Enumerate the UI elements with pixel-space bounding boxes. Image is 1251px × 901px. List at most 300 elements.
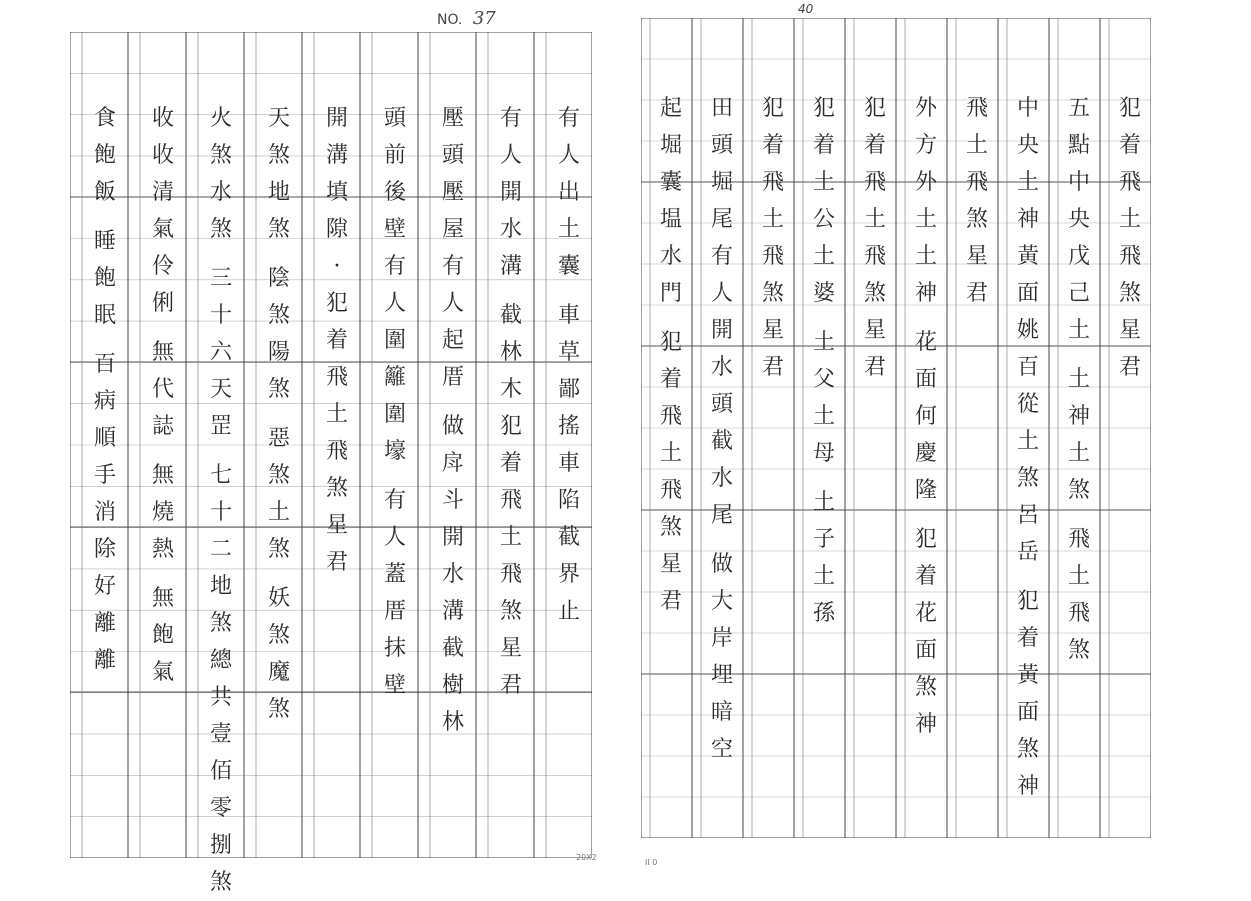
glyph: 百: [93, 352, 116, 377]
glyph: 十: [209, 303, 232, 328]
glyph: 土: [499, 525, 522, 550]
glyph: 土: [863, 207, 886, 232]
glyph: 共: [209, 685, 232, 710]
glyph: 人: [383, 291, 406, 316]
text-column: [810, 90, 838, 632]
glyph: 俐: [151, 291, 174, 316]
glyph: 花: [914, 601, 937, 626]
glyph: 土: [812, 244, 835, 269]
glyph: 飛: [659, 478, 682, 503]
text-column: [1014, 90, 1042, 805]
glyph: 星: [863, 318, 886, 343]
glyph: 土: [557, 217, 580, 242]
glyph: 土: [659, 441, 682, 466]
glyph: 搖: [557, 414, 580, 439]
glyph: 煞: [267, 303, 290, 328]
text-column-segment: [657, 324, 685, 620]
glyph: 慶: [914, 441, 937, 466]
glyph: 誌: [151, 414, 174, 439]
glyph: 人: [710, 281, 733, 306]
text-column-segment: [265, 580, 293, 728]
glyph: 煞: [209, 611, 232, 636]
glyph: 籬: [383, 365, 406, 390]
text-column-segment: [1014, 90, 1042, 571]
text-column-segment: [381, 100, 409, 470]
glyph: 君: [965, 281, 988, 306]
glyph: 陽: [267, 340, 290, 365]
glyph: 犯: [863, 96, 886, 121]
phrase-gap: [91, 334, 119, 346]
glyph: 壓: [441, 106, 464, 131]
phrase-gap: [810, 472, 838, 484]
glyph: 陰: [267, 266, 290, 291]
glyph: 飛: [1067, 601, 1090, 626]
text-column-segment: [439, 100, 467, 396]
glyph: 氣: [151, 217, 174, 242]
glyph: 無: [151, 463, 174, 488]
glyph: 煞: [325, 476, 348, 501]
glyph: 截: [441, 636, 464, 661]
phrase-gap: [149, 445, 177, 457]
text-column-segment: [265, 420, 293, 568]
glyph: 君: [863, 355, 886, 380]
phrase-gap: [91, 211, 119, 223]
glyph: 林: [499, 340, 522, 365]
text-column: [439, 100, 467, 741]
glyph: 五: [1067, 96, 1090, 121]
glyph: 外: [914, 170, 937, 195]
glyph: 黃: [1016, 663, 1039, 688]
text-column-segment: [912, 90, 940, 312]
glyph: 除: [93, 537, 116, 562]
glyph: 公: [812, 207, 835, 232]
text-column-segment: [1014, 583, 1042, 805]
glyph: 壕: [383, 439, 406, 464]
page-number-value: 37: [472, 8, 496, 29]
glyph: 君: [499, 673, 522, 698]
text-column: [759, 90, 787, 386]
glyph: 煞: [1016, 466, 1039, 491]
glyph: 人: [441, 291, 464, 316]
glyph: 犯: [325, 291, 348, 316]
glyph: 土: [325, 402, 348, 427]
glyph: 父: [812, 367, 835, 392]
text-column-segment: [149, 100, 177, 322]
glyph: 開: [499, 180, 522, 205]
glyph: 有: [710, 244, 733, 269]
glyph: 飛: [659, 404, 682, 429]
text-column-segment: [207, 100, 235, 248]
glyph: 飯: [93, 180, 116, 205]
glyph: 煞: [209, 870, 232, 895]
text-column-segment: [657, 90, 685, 312]
glyph: 大: [710, 589, 733, 614]
manuscript-page-right: [641, 18, 1151, 838]
glyph: 頭: [710, 133, 733, 158]
glyph: 煞: [267, 537, 290, 562]
phrase-gap: [912, 312, 940, 324]
glyph: 睡: [93, 229, 116, 254]
glyph: 隙: [325, 217, 348, 242]
glyph: 土: [812, 490, 835, 515]
glyph: 煞: [499, 599, 522, 624]
glyph: 煞: [1118, 281, 1141, 306]
glyph: 神: [914, 712, 937, 737]
text-column-segment: [265, 260, 293, 408]
text-column: [207, 100, 235, 901]
glyph: 出: [557, 180, 580, 205]
glyph: 神: [1016, 207, 1039, 232]
glyph: 飽: [151, 623, 174, 648]
glyph: 截: [499, 303, 522, 328]
glyph: 犯: [761, 96, 784, 121]
glyph: 起: [659, 96, 682, 121]
glyph: 零: [209, 796, 232, 821]
glyph: 煞: [267, 377, 290, 402]
text-column-segment: [149, 457, 177, 568]
footer-right: II 0: [645, 858, 658, 867]
text-column: [708, 90, 736, 768]
text-column: [91, 100, 119, 679]
glyph: 七: [209, 463, 232, 488]
page-number-left: [437, 8, 496, 29]
glyph: 厝: [383, 599, 406, 624]
glyph: 溝: [441, 599, 464, 624]
phrase-gap: [381, 470, 409, 482]
glyph: 林: [441, 710, 464, 735]
glyph: 着: [914, 564, 937, 589]
glyph: 土: [914, 244, 937, 269]
glyph: 土: [1016, 429, 1039, 454]
glyph: 土: [267, 500, 290, 525]
glyph: 姚: [1016, 318, 1039, 343]
text-column-segment: [1065, 361, 1093, 509]
glyph: 水: [710, 355, 733, 380]
glyph: 後: [383, 180, 406, 205]
glyph: 飛: [499, 562, 522, 587]
phrase-gap: [810, 312, 838, 324]
phrase-gap: [1065, 509, 1093, 521]
glyph: 煞: [267, 217, 290, 242]
glyph: 煞: [965, 207, 988, 232]
glyph: 君: [325, 550, 348, 575]
phrase-gap: [497, 285, 525, 297]
glyph: 清: [151, 180, 174, 205]
glyph: 病: [93, 389, 116, 414]
glyph: 陷: [557, 488, 580, 513]
glyph: 食: [93, 106, 116, 131]
glyph: 飛: [325, 365, 348, 390]
glyph: 犯: [499, 414, 522, 439]
text-column-segment: [708, 546, 736, 768]
glyph: 六: [209, 340, 232, 365]
text-column-segment: [207, 457, 235, 901]
glyph: 面: [914, 367, 937, 392]
glyph: 有: [441, 254, 464, 279]
glyph: 尾: [710, 503, 733, 528]
glyph: 煞: [863, 281, 886, 306]
glyph: 土: [1067, 441, 1090, 466]
glyph: 神: [1016, 774, 1039, 799]
glyph: 地: [267, 180, 290, 205]
glyph: 飛: [1067, 527, 1090, 552]
text-column: [657, 90, 685, 620]
glyph: 尾: [710, 207, 733, 232]
glyph: 抹: [383, 636, 406, 661]
page-number-prefix: NO.: [437, 12, 463, 28]
text-column: [265, 100, 293, 728]
glyph: 堀: [710, 170, 733, 195]
glyph: 煞: [267, 143, 290, 168]
glyph: 開: [710, 318, 733, 343]
glyph: 土: [812, 404, 835, 429]
glyph: 母: [812, 441, 835, 466]
glyph: 截: [710, 429, 733, 454]
glyph: 門: [659, 281, 682, 306]
glyph: 戊: [1067, 244, 1090, 269]
glyph: 煞: [267, 463, 290, 488]
text-column-segment: [381, 482, 409, 704]
glyph: 着: [659, 367, 682, 392]
footer-left: 20X2: [576, 853, 597, 862]
glyph: 央: [1016, 133, 1039, 158]
glyph: 木: [499, 377, 522, 402]
glyph: 飛: [1118, 170, 1141, 195]
glyph: 土: [1067, 367, 1090, 392]
glyph: 煞: [209, 143, 232, 168]
glyph: 君: [1118, 355, 1141, 380]
glyph: 着: [325, 328, 348, 353]
glyph: 土: [1118, 207, 1141, 232]
glyph: 頭: [441, 143, 464, 168]
glyph: 厝: [441, 365, 464, 390]
glyph: 何: [914, 404, 937, 429]
phrase-gap: [265, 248, 293, 260]
glyph: 飽: [93, 266, 116, 291]
glyph: 止: [557, 599, 580, 624]
phrase-gap: [265, 568, 293, 580]
glyph: 着: [1016, 626, 1039, 651]
glyph: 蓋: [383, 562, 406, 587]
glyph: 神: [1067, 404, 1090, 429]
glyph: 有: [383, 488, 406, 513]
glyph: 花: [914, 330, 937, 355]
text-column-segment: [810, 484, 838, 632]
phrase-gap: [149, 322, 177, 334]
glyph: 土: [965, 133, 988, 158]
glyph: 溝: [499, 254, 522, 279]
phrase-gap: [1065, 349, 1093, 361]
glyph: 好: [93, 574, 116, 599]
glyph: 燒: [151, 500, 174, 525]
glyph: 星: [499, 636, 522, 661]
glyph: 飛: [325, 439, 348, 464]
glyph: 壹: [209, 722, 232, 747]
glyph: 煞: [1067, 638, 1090, 663]
glyph: 伶: [151, 254, 174, 279]
glyph: 水: [441, 562, 464, 587]
glyph: 星: [761, 318, 784, 343]
glyph: 黃: [1016, 244, 1039, 269]
glyph: 呂: [1016, 503, 1039, 528]
text-column-segment: [963, 90, 991, 312]
glyph: 央: [1067, 207, 1090, 232]
glyph: 飛: [965, 96, 988, 121]
glyph: 車: [557, 451, 580, 476]
glyph: 斗: [441, 488, 464, 513]
glyph: 土: [812, 564, 835, 589]
text-column-segment: [1116, 90, 1144, 386]
glyph: 煞: [1016, 737, 1039, 762]
glyph: 地: [209, 574, 232, 599]
text-column-segment: [265, 100, 293, 248]
text-column: [381, 100, 409, 704]
glyph: 開: [441, 525, 464, 550]
glyph: 有: [383, 254, 406, 279]
glyph: 土: [1067, 564, 1090, 589]
text-column-segment: [759, 90, 787, 386]
glyph: 圍: [383, 402, 406, 427]
glyph: 收: [151, 106, 174, 131]
glyph: 截: [557, 525, 580, 550]
phrase-gap: [207, 445, 235, 457]
phrase-gap: [1014, 571, 1042, 583]
text-column-segment: [861, 90, 889, 386]
glyph: 水: [710, 466, 733, 491]
glyph: 君: [761, 355, 784, 380]
glyph: ·: [333, 254, 341, 279]
glyph: 點: [1067, 133, 1090, 158]
glyph: 煞: [267, 623, 290, 648]
glyph: 壁: [383, 673, 406, 698]
text-column: [963, 90, 991, 312]
glyph: 中: [1067, 170, 1090, 195]
glyph: 着: [863, 133, 886, 158]
glyph: 消: [93, 500, 116, 525]
glyph: 土: [1067, 318, 1090, 343]
glyph: 面: [1016, 700, 1039, 725]
glyph: 總: [209, 648, 232, 673]
glyph: 天: [209, 377, 232, 402]
text-column-segment: [439, 408, 467, 741]
text-column-segment: [149, 580, 177, 691]
glyph: 犯: [914, 527, 937, 552]
glyph: 面: [1016, 281, 1039, 306]
glyph: 外: [914, 96, 937, 121]
text-column-segment: [1065, 521, 1093, 669]
text-column-segment: [207, 260, 235, 445]
glyph: 有: [499, 106, 522, 131]
glyph: 水: [209, 180, 232, 205]
glyph: 煞: [1067, 478, 1090, 503]
glyph: 神: [914, 281, 937, 306]
glyph: 方: [914, 133, 937, 158]
glyph: 魔: [267, 660, 290, 685]
glyph: 着: [1118, 133, 1141, 158]
glyph: 從: [1016, 392, 1039, 417]
glyph: 煞: [761, 281, 784, 306]
glyph: 空: [710, 737, 733, 762]
glyph: 火: [209, 106, 232, 131]
text-column-segment: [810, 90, 838, 312]
glyph: 飛: [499, 488, 522, 513]
text-column-segment: [912, 521, 940, 743]
glyph: 煞: [209, 217, 232, 242]
glyph: 犯: [1016, 589, 1039, 614]
glyph: 着: [761, 133, 784, 158]
glyph: 隆: [914, 478, 937, 503]
glyph: 水: [499, 217, 522, 242]
text-column: [861, 90, 889, 386]
glyph: 手: [93, 463, 116, 488]
text-column-segment: [497, 297, 525, 704]
glyph: 罡: [209, 414, 232, 439]
phrase-gap: [555, 285, 583, 297]
text-column-segment: [497, 100, 525, 285]
glyph: 人: [383, 525, 406, 550]
text-column: [323, 100, 351, 581]
glyph: 順: [93, 426, 116, 451]
phrase-gap: [207, 248, 235, 260]
text-column-segment: [810, 324, 838, 472]
glyph: 君: [659, 589, 682, 614]
glyph: 飛: [965, 170, 988, 195]
text-column: [1116, 90, 1144, 386]
glyph: 熱: [151, 537, 174, 562]
glyph: 鄙: [557, 377, 580, 402]
glyph: 子: [812, 527, 835, 552]
text-column: [912, 90, 940, 743]
glyph: 車: [557, 303, 580, 328]
glyph: 囊: [659, 170, 682, 195]
glyph: 十: [209, 500, 232, 525]
glyph: 犯: [1118, 96, 1141, 121]
glyph: 囊: [557, 254, 580, 279]
glyph: 飛: [1118, 244, 1141, 269]
glyph: 埋: [710, 663, 733, 688]
glyph: 天: [267, 106, 290, 131]
text-column-segment: [912, 324, 940, 509]
glyph: 有: [557, 106, 580, 131]
glyph: 飛: [863, 244, 886, 269]
glyph: 土: [812, 170, 835, 195]
glyph: 土: [1016, 170, 1039, 195]
glyph: 惡: [267, 426, 290, 451]
text-column-segment: [149, 334, 177, 445]
glyph: 己: [1067, 281, 1090, 306]
glyph: 人: [557, 143, 580, 168]
phrase-gap: [439, 396, 467, 408]
phrase-gap: [265, 408, 293, 420]
glyph: 煞: [914, 675, 937, 700]
glyph: 土: [812, 330, 835, 355]
glyph: 百: [1016, 355, 1039, 380]
glyph: 收: [151, 143, 174, 168]
text-column: [497, 100, 525, 704]
text-column-segment: [91, 223, 119, 334]
glyph: 無: [151, 340, 174, 365]
glyph: 面: [914, 638, 937, 663]
glyph: 捌: [209, 833, 232, 858]
glyph: 戽: [441, 451, 464, 476]
glyph: 星: [965, 244, 988, 269]
glyph: 離: [93, 648, 116, 673]
glyph: 婆: [812, 281, 835, 306]
glyph: 犯: [659, 330, 682, 355]
text-column-segment: [708, 90, 736, 534]
phrase-gap: [149, 568, 177, 580]
text-column-segment: [555, 297, 583, 630]
